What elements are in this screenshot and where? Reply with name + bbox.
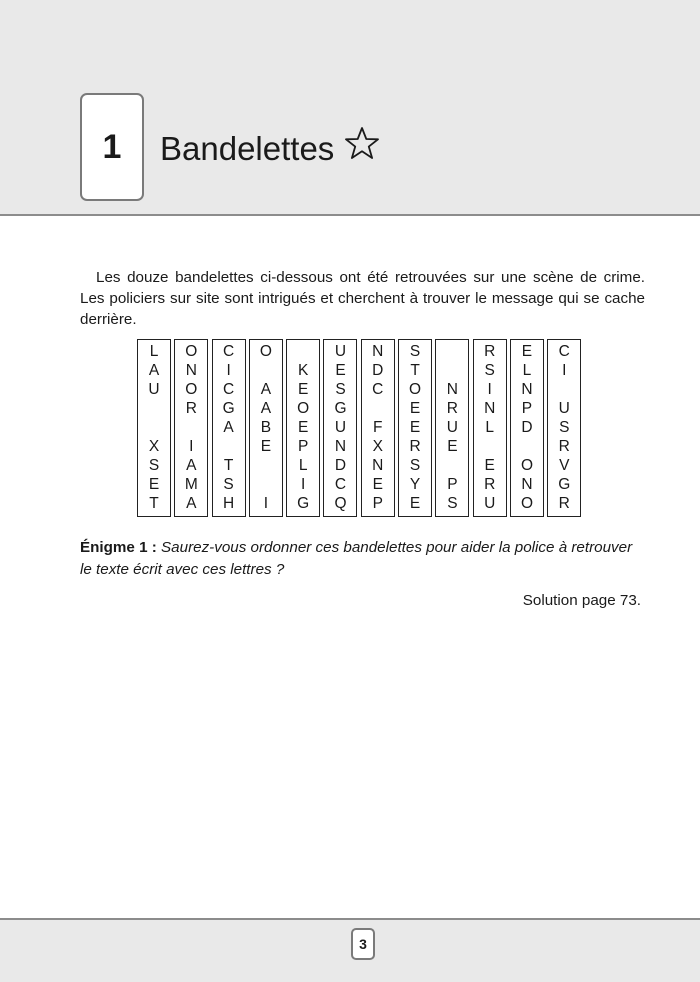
strip-letter: R <box>484 343 496 360</box>
strip-letter: X <box>372 438 383 455</box>
chapter-title: Bandelettes <box>160 129 335 167</box>
strip-letter: R <box>185 400 197 417</box>
strip-letter <box>250 475 282 494</box>
strip-letter <box>287 342 319 361</box>
intro-paragraph <box>80 267 645 330</box>
enigme-question: Saurez-vous ordonner ces bandelettes pour aider la police à retrouver le texte écrit avec ces lettres ? <box>80 539 633 578</box>
star-outline-icon <box>344 126 380 171</box>
strip-letter: E <box>260 438 272 455</box>
strip-letter: E <box>409 495 421 512</box>
strip-letter: E <box>372 476 383 493</box>
strip-letter: G <box>297 495 310 512</box>
strip-letter: O <box>409 381 422 398</box>
strip-letter: A <box>148 362 160 379</box>
strip-letter: S <box>409 457 421 474</box>
strip-7 <box>361 339 395 517</box>
intro-text: Les douze bandelettes ci-dessous ont été retrouvées sur une scène de crime. Les policiers sur site sont intrigués et cherchent à trouver le message qui se cache derrière. <box>80 269 645 328</box>
strip-letter <box>511 437 543 456</box>
strip-letter: N <box>334 438 347 455</box>
strip-letter <box>138 418 170 437</box>
strip-letter: G <box>334 400 347 417</box>
strip-letter: T <box>223 457 234 474</box>
strip-letter: E <box>148 476 160 493</box>
strip-letter: U <box>334 343 347 360</box>
strip-letter: I <box>562 362 567 379</box>
strip-letter: P <box>447 476 458 493</box>
strip-letter: N <box>372 343 384 360</box>
strip-letter: O <box>297 400 310 417</box>
strip-letter: E <box>409 419 421 436</box>
strip-letter: N <box>372 457 384 474</box>
strip-letter: U <box>446 419 458 436</box>
strip-letter: N <box>521 476 533 493</box>
enigme-label: Énigme 1 : <box>80 539 157 556</box>
strip-letter: L <box>485 419 494 436</box>
strip-letter: A <box>260 381 272 398</box>
strip-letter: O <box>185 343 198 360</box>
strip-letter: S <box>409 343 421 360</box>
strip-letter: E <box>298 419 309 436</box>
strip-12 <box>547 339 581 517</box>
strip-letter: G <box>558 476 571 493</box>
strip-letter: U <box>334 419 347 436</box>
page-number: 3 <box>351 928 375 960</box>
strip-letter <box>213 437 245 456</box>
strip-letter <box>436 361 468 380</box>
strip-letter: F <box>373 419 383 436</box>
strip-letter: I <box>189 438 194 455</box>
strip-4 <box>249 339 283 517</box>
strip-letter: B <box>260 419 272 436</box>
strip-letter: R <box>558 438 570 455</box>
strip-2 <box>174 339 208 517</box>
strip-letter: O <box>259 343 272 360</box>
strip-letter: Q <box>334 495 347 512</box>
strip-letter <box>436 342 468 361</box>
strip-letter: I <box>226 362 231 379</box>
strip-letter <box>250 456 282 475</box>
strip-letter: P <box>372 495 383 512</box>
strip-letter: S <box>335 381 346 398</box>
strip-6 <box>323 339 357 517</box>
strip-letter: R <box>558 495 570 512</box>
strip-letter: I <box>301 476 306 493</box>
strip-letter <box>250 361 282 380</box>
strip-letter: A <box>186 495 197 512</box>
strip-letter: E <box>484 457 495 474</box>
strip-letter: X <box>148 438 160 455</box>
strip-letter: C <box>372 381 384 398</box>
strip-letter: D <box>372 362 384 379</box>
strip-9 <box>435 339 469 517</box>
strip-letter: G <box>222 400 235 417</box>
strip-letter: U <box>484 495 496 512</box>
strip-letter: R <box>409 438 421 455</box>
strip-letter: D <box>334 457 347 474</box>
strip-letter: O <box>520 495 533 512</box>
strip-letter: A <box>260 400 272 417</box>
strip-letter: R <box>446 400 458 417</box>
strip-letter: S <box>559 419 570 436</box>
enigme-paragraph <box>80 537 646 581</box>
strip-letter: C <box>222 381 235 398</box>
strip-letter: A <box>223 419 234 436</box>
strip-letter <box>362 399 394 418</box>
strip-letter: D <box>521 419 533 436</box>
strip-letter: K <box>298 362 309 379</box>
strip-letter: L <box>522 362 532 379</box>
strip-10 <box>473 339 507 517</box>
strip-letter: T <box>149 495 159 512</box>
strip-letter: E <box>447 438 458 455</box>
strip-letter: P <box>298 438 309 455</box>
strip-letter: T <box>410 362 420 379</box>
strip-5 <box>286 339 320 517</box>
strip-letter: N <box>185 362 197 379</box>
strip-letter: N <box>446 381 458 398</box>
page-footer <box>0 918 700 982</box>
strip-letter: I <box>263 495 269 512</box>
strip-letter: C <box>222 343 235 360</box>
strip-11 <box>510 339 544 517</box>
strip-letter <box>548 380 580 399</box>
strip-letter: Y <box>409 476 421 493</box>
strip-letter: E <box>409 400 421 417</box>
strip-letter: E <box>298 381 309 398</box>
strip-letter <box>175 418 207 437</box>
strip-letter <box>436 456 468 475</box>
strip-letter: M <box>184 476 198 493</box>
strip-letter: U <box>558 400 570 417</box>
strip-letter <box>474 437 506 456</box>
strip-letter: L <box>149 343 159 360</box>
strip-letter: E <box>521 343 533 360</box>
strips-container <box>137 339 585 517</box>
strip-letter: R <box>484 476 496 493</box>
strip-letter: N <box>521 381 533 398</box>
strip-letter: S <box>148 457 160 474</box>
strip-letter: V <box>559 457 570 474</box>
strip-letter: L <box>298 457 308 474</box>
chapter-title-row <box>160 126 380 171</box>
strip-letter <box>138 399 170 418</box>
strip-letter: U <box>148 381 160 398</box>
chapter-number: 1 <box>80 93 144 201</box>
strip-letter: C <box>334 476 347 493</box>
strip-letter: E <box>335 362 346 379</box>
strip-letter: C <box>558 343 570 360</box>
strip-letter: O <box>185 381 198 398</box>
strip-8 <box>398 339 432 517</box>
strip-letter: H <box>222 495 235 512</box>
strip-3 <box>212 339 246 517</box>
strip-letter: N <box>484 400 496 417</box>
strip-letter: O <box>520 457 533 474</box>
strip-letter: S <box>447 495 458 512</box>
strip-1 <box>137 339 171 517</box>
strip-letter: A <box>186 457 197 474</box>
solution-reference: Solution page 73. <box>522 592 641 609</box>
strip-letter: P <box>521 400 533 417</box>
strip-letter: I <box>487 381 492 398</box>
strip-letter: S <box>484 362 495 379</box>
strip-letter: S <box>223 476 234 493</box>
